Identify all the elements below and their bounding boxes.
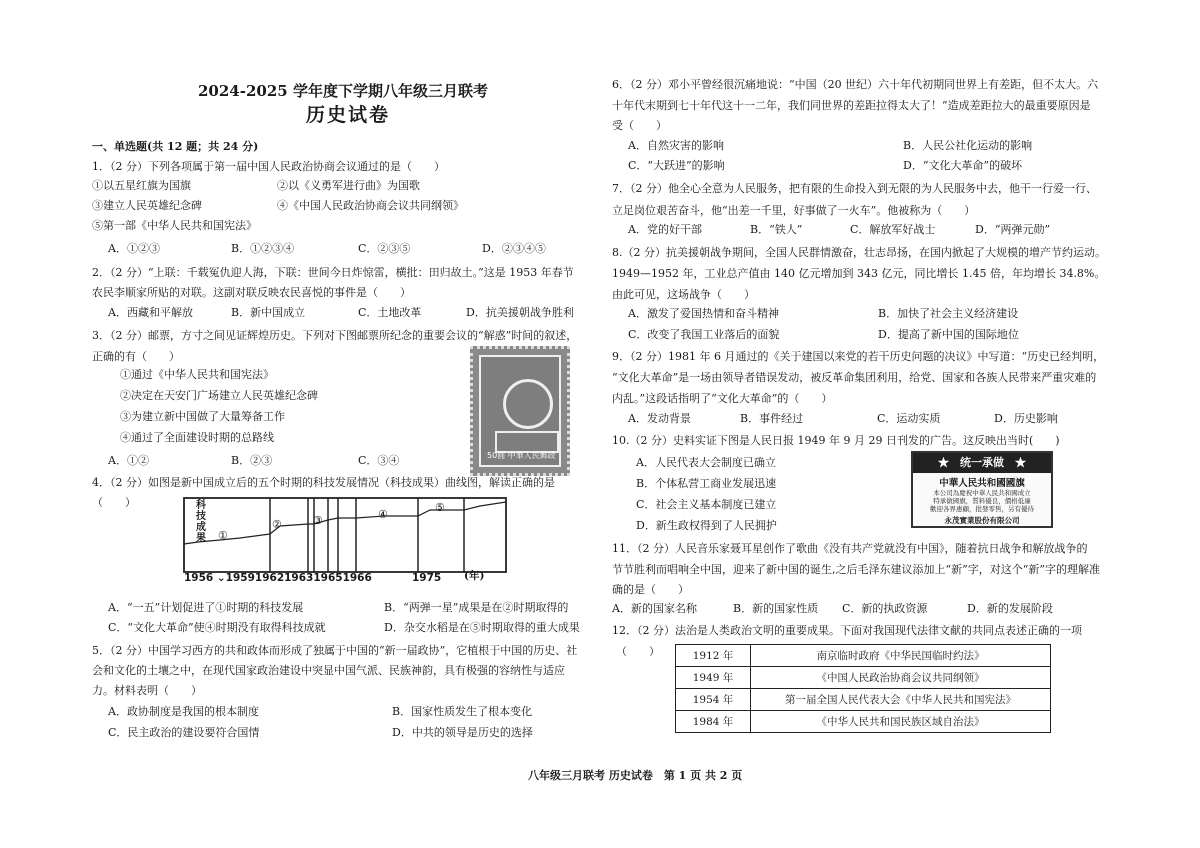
q6-option-d[interactable]: D．“文化大革命”的破坏: [903, 159, 1023, 172]
table-year-cell: 1912 年: [676, 645, 751, 667]
q2-option-b[interactable]: B．新中国成立: [231, 306, 306, 319]
q5-line-3: 力。材料表明（ ）: [92, 684, 202, 697]
q11-line-1: 11．（2 分）人民音乐家聂耳星创作了歌曲《没有共产党就没有中国》，随着抗日战争和解放战争的: [612, 542, 1088, 555]
table-doc-cell: 南京临时政府《中华民国临时约法》: [751, 645, 1051, 667]
q9-line-1: 9．（2 分）1981 年 6 月通过的《关于建国以来党的若干历史问题的决议》中写道：“历史已经判明，: [612, 350, 1105, 363]
q8-option-d[interactable]: D．提高了新中国的国际地位: [878, 328, 1019, 341]
q3-item-3: ③为建立新中国做了大量筹备工作: [120, 410, 285, 423]
chart-x-years: 1956 ⌄19591962196319651966: [184, 572, 372, 584]
table-row: [676, 711, 1051, 733]
q12-stem: 12．（2 分）法治是人类政治文明的重要成果。下面对我国现代法律文献的共同点表述正确的一项: [612, 624, 1082, 637]
chart-x-year-end: 1975: [412, 572, 442, 584]
table-row: [676, 689, 1051, 711]
q11-option-b[interactable]: B．新的国家性质: [733, 602, 819, 615]
q6-line-1: 6．（2 分）邓小平曾经很沉痛地说：“中国（20 世纪）六十年代初期同世界上有差距，但不太大。六: [612, 78, 1099, 91]
q1-item-2: ②以《义勇军进行曲》为国歌: [277, 179, 420, 192]
stamp-caption: 50圆 中華人民郵政: [487, 451, 556, 460]
q3-option-a[interactable]: A．①②: [108, 454, 149, 467]
q3-line-1: 3．（2 分）邮票，方寸之间见证辉煌历史。下列对下图邮票所纪念的重要会议的“解惑”时间的叙述，: [92, 329, 578, 342]
q5-line-2: 会和文化的土壤之中，在现代国家政治建设中突显中国气派、民族神韵，具有极强的容纳性与适应: [92, 664, 565, 677]
q4-option-d[interactable]: D．杂交水稻是在⑤时期取得的重大成果: [384, 621, 580, 634]
q6-line-3: 受（ ）: [612, 119, 667, 132]
q1-item-1: ①以五星红旗为国旗: [92, 179, 191, 192]
q5-option-a[interactable]: A．政协制度是我国的根本制度: [108, 705, 259, 718]
q4-line-1: 4．（2 分）如图是新中国成立后的五个时期的科技发展情况（科技成果）曲线图，解读正确的是: [92, 476, 555, 489]
page-footer: 八年级三月联考 历史试卷 第 1 页 共 2 页: [528, 769, 743, 782]
q1-option-a[interactable]: A．①②③: [108, 242, 160, 255]
q3-item-4: ④通过了全面建设时期的总路线: [120, 431, 274, 444]
chart-period-3: ③: [313, 514, 323, 527]
q9-option-a[interactable]: A．发动背景: [628, 412, 691, 425]
table-doc-cell: 《中国人民政治协商会议共同纲领》: [751, 667, 1051, 689]
q10-option-a[interactable]: A．人民代表大会制度已确立: [636, 456, 776, 469]
q10-option-c[interactable]: C．社会主义基本制度已建立: [636, 498, 777, 511]
science-chart: [180, 496, 510, 584]
q9-option-d[interactable]: D．历史影响: [994, 412, 1058, 425]
q7-option-c[interactable]: C．解放军好战士: [850, 223, 936, 236]
q6-option-c[interactable]: C．“大跃进”的影响: [628, 159, 725, 172]
q5-option-c[interactable]: C．民主政治的建设要符合国情: [108, 726, 260, 739]
q4-line-2: （ ）: [92, 496, 136, 509]
table-year-cell: 1949 年: [676, 667, 751, 689]
q5-line-1: 5．（2 分）中国学习西方的共和政体而形成了独属于中国的“新一届政协”，它植根于中国的历史、社: [92, 644, 578, 657]
q7-line-2: 立足岗位艰苦奋斗，他“出差一千里，好事做了一火车”。他被称为（ ）: [612, 204, 976, 217]
national-emblem-icon: [503, 379, 553, 429]
section-heading: 一、单选题(共 12 题；共 24 分): [92, 140, 259, 153]
chart-period-1: ①: [218, 529, 228, 542]
q1-option-b[interactable]: B．①②③④: [231, 242, 295, 255]
q3-item-1: ①通过《中华人民共和国宪法》: [120, 368, 274, 381]
q1-stem: 1．（2 分）下列各项属于第一届中国人民政治协商会议通过的是（ ）: [92, 160, 445, 173]
q4-option-a[interactable]: A．“一五”计划促进了①时期的科技发展: [108, 601, 304, 614]
stamp-image: [470, 346, 570, 476]
ad-header: ★ 统一承做 ★: [913, 453, 1051, 473]
table-doc-cell: 《中华人民共和国民族区域自治法》: [751, 711, 1051, 733]
q2-option-c[interactable]: C．土地改革: [358, 306, 422, 319]
q11-option-d[interactable]: D．新的发展阶段: [967, 602, 1053, 615]
q8-line-1: 8.（2 分）抗美援朝战争期间，全国人民群情激奋，壮志昂扬，在国内掀起了大规模的增产节约运动。: [612, 246, 1106, 259]
ad-line-4: 歡迎各界惠顧，批發零售，另有優待: [930, 505, 1034, 513]
newspaper-ad-image: [911, 451, 1053, 528]
exam-title: 2024-2025 学年度下学期八年级三月联考: [198, 82, 488, 100]
law-table: [675, 644, 1051, 733]
q3-item-2: ②决定在天安门广场建立人民英雄纪念碑: [120, 389, 318, 402]
chart-period-2: ②: [272, 518, 282, 531]
q1-item-4: ④《中国人民政治协商会议共同纲领》: [277, 199, 464, 212]
q2-line-2: 农民李顺家所贴的对联。这副对联反映农民喜悦的事件是（ ）: [92, 286, 411, 299]
q1-option-d[interactable]: D．②③④⑤: [482, 242, 546, 255]
q11-line-2: 节节胜利而唱响全中国，迎来了新中国的诞生,之后毛泽东建议添加上“新”字，对这个“新”字的理解准: [612, 563, 1100, 576]
chart-y-label: 科技成果: [196, 500, 206, 544]
chart-period-5: ⑤: [435, 501, 445, 514]
q2-line-1: 2．（2 分）“上联：千载冤仇迎人海，下联：世间今日炸惊雷，横批：田归故土。”这是 1953 年春节: [92, 266, 574, 279]
q9-line-2: “文化大革命”是一场由领导者错误发动，被反革命集团利用，给党、国家和各族人民带来严重灾难的: [612, 371, 1097, 384]
q4-option-b[interactable]: B．“两弹一星”成果是在②时期取得的: [384, 601, 569, 614]
q1-item-5: ⑤第一部《中华人民共和国宪法》: [92, 219, 257, 232]
q9-line-3: 内乱。”这段话指明了“文化大革命”的（ ）: [612, 392, 833, 405]
q7-option-b[interactable]: B．“铁人”: [750, 223, 803, 236]
q6-option-b[interactable]: B．人民公社化运动的影响: [903, 139, 1033, 152]
q1-item-3: ③建立人民英雄纪念碑: [92, 199, 202, 212]
q9-option-b[interactable]: B．事件经过: [740, 412, 804, 425]
q10-stem: 10.（2 分）史料实证下图是人民日报 1949 年 9 月 29 日刊发的广告。这反映出当时( ): [612, 434, 1060, 447]
q9-option-c[interactable]: C．运动实质: [877, 412, 941, 425]
q11-line-3: 确的是（ ）: [612, 583, 689, 596]
table-row: [676, 645, 1051, 667]
q8-line-2: 1949—1952 年，工业总产值由 140 亿元增加到 343 亿元，同比增长 1.45 倍，年均增长 34.8%。: [612, 267, 1106, 280]
q7-option-a[interactable]: A．党的好干部: [628, 223, 702, 236]
q2-option-a[interactable]: A．西藏和平解放: [108, 306, 193, 319]
q8-option-c[interactable]: C．改变了我国工业落后的面貌: [628, 328, 780, 341]
chart-x-unit: (年): [464, 570, 485, 582]
q3-option-c[interactable]: C．③④: [358, 454, 400, 467]
table-year-cell: 1954 年: [676, 689, 751, 711]
q6-line-2: 十年代末期到七十年代这十一二年，我们同世界的差距拉得太大了！”造成差距拉大的最重要原因是: [612, 99, 1091, 112]
q6-option-a[interactable]: A．自然灾害的影响: [628, 139, 724, 152]
q12-paren: （ ）: [616, 645, 660, 658]
q7-line-1: 7．（2 分）他全心全意为人民服务，把有限的生命投入到无限的为人民服务中去，他干一行爱一行、: [612, 182, 1097, 195]
ad-line-2: 本公司為慶祝中華人民共和國成立: [933, 489, 1031, 497]
q8-option-b[interactable]: B．加快了社会主义经济建设: [878, 307, 1019, 320]
q3-line-2: 正确的有（ ）: [92, 350, 180, 363]
table-year-cell: 1984 年: [676, 711, 751, 733]
q11-option-a[interactable]: A．新的国家名称: [612, 602, 697, 615]
table-row: [676, 667, 1051, 689]
q2-option-d[interactable]: D．抗美援朝战争胜利: [466, 306, 574, 319]
chart-period-4: ④: [378, 508, 388, 521]
ad-line-5: 永茂實業股份有限公司: [944, 516, 1020, 525]
ad-line-3: 特承做國旗，質料優良，價格低廉: [933, 497, 1031, 505]
q1-option-c[interactable]: C．②③⑤: [358, 242, 411, 255]
q10-option-d[interactable]: D．新生政权得到了人民拥护: [636, 519, 777, 532]
q8-line-3: 由此可见，这场战争（ ）: [612, 288, 755, 301]
ad-line-1: 中華人民共和國國旗: [939, 478, 1025, 489]
q7-option-d[interactable]: D．“两弹元勋”: [975, 223, 1051, 236]
q5-option-b[interactable]: B．国家性质发生了根本变化: [392, 705, 533, 718]
q3-option-b[interactable]: B．②③: [231, 454, 273, 467]
q5-option-d[interactable]: D．中共的领导是历史的选择: [392, 726, 533, 739]
q11-option-c[interactable]: C．新的执政资源: [842, 602, 928, 615]
q8-option-a[interactable]: A．激发了爱国热情和奋斗精神: [628, 307, 779, 320]
table-doc-cell: 第一届全国人民代表大会《中华人民共和国宪法》: [751, 689, 1051, 711]
exam-subject: 历史试卷: [306, 104, 391, 126]
q10-option-b[interactable]: B．个体私营工商业发展迅速: [636, 477, 777, 490]
q4-option-c[interactable]: C．“文化大革命”使④时期没有取得科技成就: [108, 621, 326, 634]
